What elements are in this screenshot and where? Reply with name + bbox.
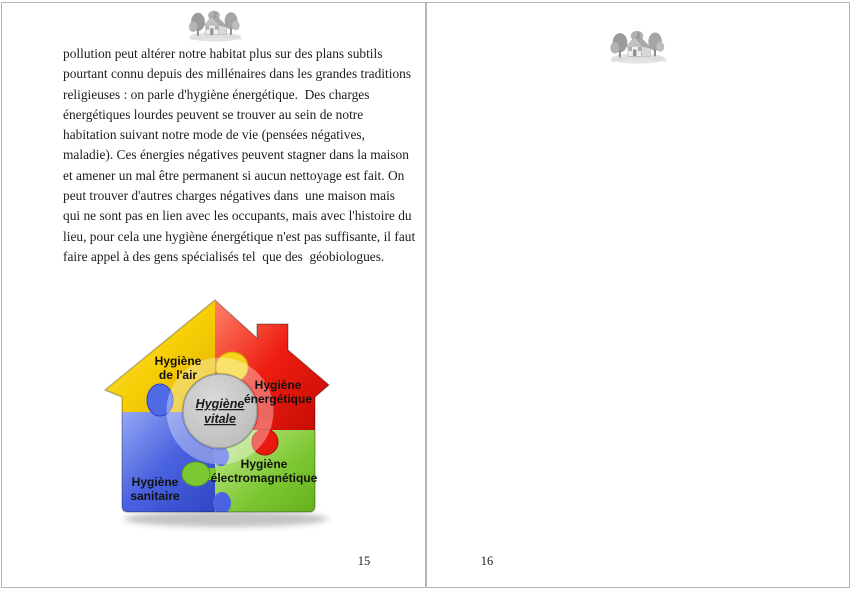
text-line: religieuses : on parle d'hygiène énergétique. Des charges [63,86,370,102]
page-number-right: 16 [480,554,494,568]
text-line: qui ne sont pas en lien avec les occupants, mais avec l'histoire du [63,208,412,224]
text-line: habitation suivant notre mode de vie (pensées négatives, [63,127,365,143]
text-line: et amener un mal être permanent si aucun nettoyage est fait. On [63,167,405,183]
label-air-line2: de l'air [158,368,198,382]
label-vitale-line1: Hygiène [195,397,245,411]
knob-green-into-blue [182,462,210,486]
body-paragraph [63,44,416,267]
center-circle [183,374,257,448]
knob-blue-into-green-lower [213,492,231,514]
text-line: lieu, pour cela une hygiène énergétique n'est pas suffisante, il faut [63,228,416,244]
label-electromagnetique-line2: électromagnétique [210,471,318,485]
label-sanitaire-line1: Hygiène [131,475,179,489]
label-electromagnetique-line1: Hygiène [240,457,288,471]
label-air-line1: Hygiène [154,354,202,368]
diagram-shadow [124,511,328,527]
label-vitale-line2: vitale [204,412,236,426]
text-line: faire appel à des gens spécialisés tel que des géobiologues. [63,248,385,264]
house-with-trees-icon [603,21,671,69]
text-line: pollution peut altérer notre habitat plus sur des plans subtils [63,46,383,61]
page-right[interactable] [426,2,850,588]
text-line: pourtant connu depuis des millénaires dans les grandes traditions [63,66,412,82]
page-number-left: 15 [357,554,371,568]
label-energetique-line2: énergétique [243,392,313,406]
text-line: énergétiques lourdes peuvent se trouver au sein de notre [63,106,364,122]
text-line: maladie). Ces énergies négatives peuvent stagner dans la maison [63,147,409,163]
house-with-trees-icon [182,4,246,44]
label-sanitaire-line2: sanitaire [130,489,180,503]
page-left[interactable] [1,2,426,588]
hygiene-puzzle-diagram[interactable] [98,290,332,532]
text-line: peut trouver d'autres charges négatives dans une maison mais [63,188,395,204]
label-energetique-line1: Hygiène [254,378,302,392]
